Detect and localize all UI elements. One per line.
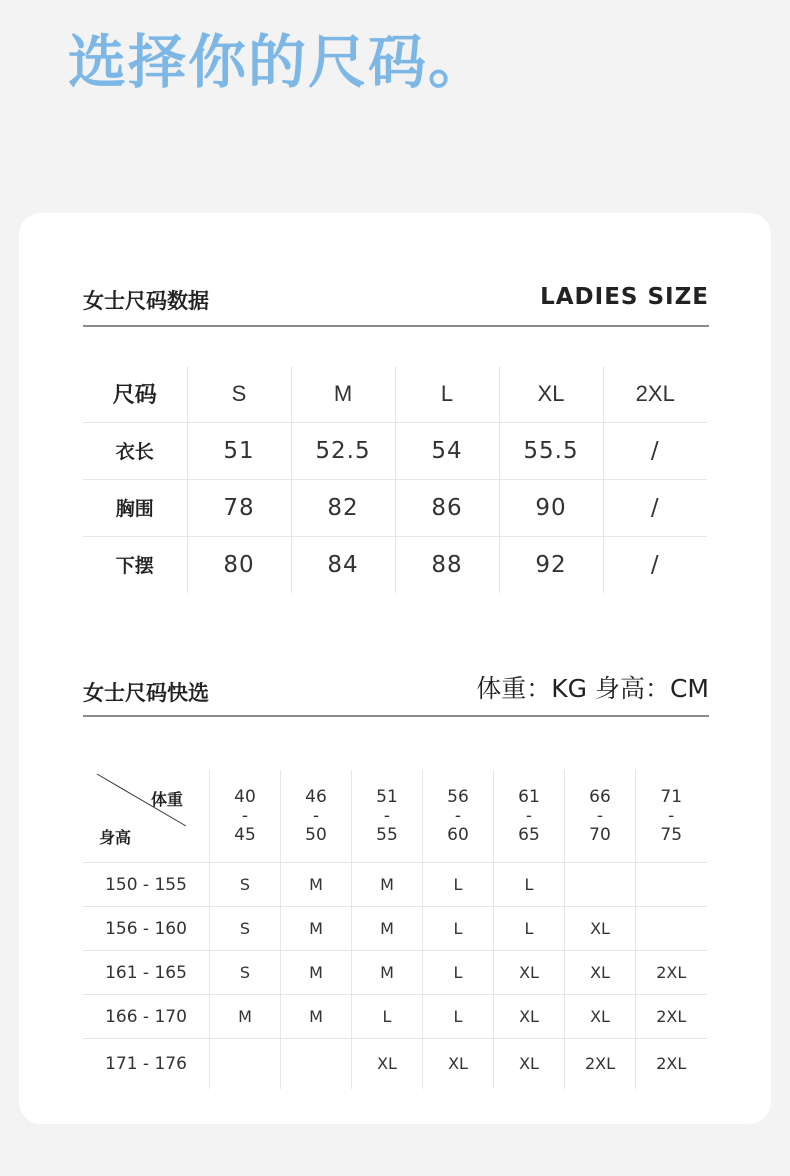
table-cell: / [603,422,707,479]
table-cell: 92 [499,536,603,593]
size-cell: L [423,951,494,995]
size-cell: XL [494,1039,565,1089]
weight-to: 70 [589,824,611,845]
row-label-hem: 下摆 [83,536,187,593]
size-data-table [83,366,707,593]
height-range: 171 - 176 [83,1039,210,1089]
size-cell: 2XL [565,1039,636,1089]
corner-cell [83,770,210,863]
weight-col [352,770,423,863]
units-label: 体重：KG 身高：CM [476,674,709,703]
weight-col [423,770,494,863]
weight-dash: - [454,805,462,826]
quick-select-title: 女士尺码快选 [83,681,209,705]
table-cell: 86 [395,479,499,536]
corner-height-label: 身高 [99,828,132,847]
table-cell: 54 [395,422,499,479]
size-cell: L [494,907,565,951]
weight-col [565,770,636,863]
corner-weight-label: 体重 [151,790,184,809]
table-cell: / [650,551,660,578]
weight-to: 75 [660,824,683,845]
size-cell: M [281,907,352,951]
weight-col [636,770,707,863]
quick-select-header [83,667,709,717]
height-range: 150 - 155 [83,863,210,907]
weight-dash: - [668,805,675,826]
size-col-label: 尺码 [83,366,187,422]
ladies-size-header [83,278,709,327]
weight-from: 46 [305,786,327,807]
height-range: 156 - 160 [83,907,210,951]
size-col-xl: XL [499,366,603,422]
page-title: 选择你的尺码。 [68,28,489,96]
size-col-l: L [395,366,499,422]
size-cell [210,1039,281,1089]
size-cell [636,907,707,951]
table-row [83,951,707,995]
size-cell: 2XL [636,951,707,995]
height-range: 166 - 170 [83,995,210,1039]
table-cell: / [603,479,707,536]
size-cell: M [281,951,352,995]
diagonal-header [83,770,209,862]
table-cell: 84 [291,536,395,593]
size-cell: L [423,995,494,1039]
size-header-row [83,366,707,422]
size-cell: L [423,863,494,907]
table-row [83,1039,707,1089]
table-cell: 51 [187,422,291,479]
weight-col [494,770,565,863]
weight-to: 60 [447,824,469,845]
table-cell: 82 [291,479,395,536]
weight-from: 51 [376,786,398,807]
table-cell: 55.5 [499,422,603,479]
size-cell [281,1039,352,1089]
table-cell: 52.5 [291,422,395,479]
size-cell: S [210,863,281,907]
weight-from: 66 [589,786,611,807]
weight-from: 71 [660,786,683,807]
size-cell: 2XL [656,1054,687,1074]
weight-to: 45 [234,824,256,845]
size-cell [636,863,707,907]
table-row [83,907,707,951]
size-cell: L [494,863,565,907]
size-col-m: M [291,366,395,422]
size-cell: 2XL [636,995,707,1039]
table-cell: 88 [395,536,499,593]
weight-from: 56 [447,786,469,807]
size-cell: L [423,907,494,951]
size-cell: XL [565,995,636,1039]
size-cell: M [352,907,423,951]
table-cell: 90 [499,479,603,536]
weight-dash: - [312,805,320,826]
diagonal-line [83,770,209,862]
table-cell: 80 [187,536,291,593]
ladies-size-subtitle: LADIES SIZE [540,284,709,310]
table-row [83,536,707,593]
weight-header-row [83,770,707,863]
row-label-chest: 胸围 [83,479,187,536]
ladies-size-title: 女士尺码数据 [83,289,209,313]
height-range: 161 - 165 [83,951,210,995]
weight-col [281,770,352,863]
size-card [19,213,771,1124]
weight-from: 61 [518,786,540,807]
size-cell: L [352,995,423,1039]
size-cell: S [210,907,281,951]
quick-select-table [83,770,707,1089]
weight-col [210,770,281,863]
table-row [83,422,707,479]
size-cell: M [352,951,423,995]
size-cell: M [210,995,281,1039]
size-cell: M [352,863,423,907]
size-cell: XL [352,1039,423,1089]
table-row [83,863,707,907]
size-cell: XL [565,951,636,995]
size-cell: M [281,995,352,1039]
table-row [83,479,707,536]
size-cell: M [281,863,352,907]
weight-to: 65 [518,824,540,845]
size-col-s: S [187,366,291,422]
size-cell: S [210,951,281,995]
table-row [83,995,707,1039]
weight-dash: - [525,805,533,826]
weight-dash: - [241,805,249,826]
weight-dash: - [383,805,391,826]
size-cell: XL [494,951,565,995]
table-cell: 78 [187,479,291,536]
weight-to: 55 [376,824,398,845]
size-cell: XL [565,907,636,951]
size-cell [565,863,636,907]
row-label-length: 衣长 [83,422,187,479]
weight-dash: - [596,805,604,826]
weight-to: 50 [305,824,327,845]
size-cell: XL [494,995,565,1039]
size-col-2xl: 2XL [603,366,707,422]
size-cell: XL [423,1039,494,1089]
weight-from: 40 [234,786,256,807]
